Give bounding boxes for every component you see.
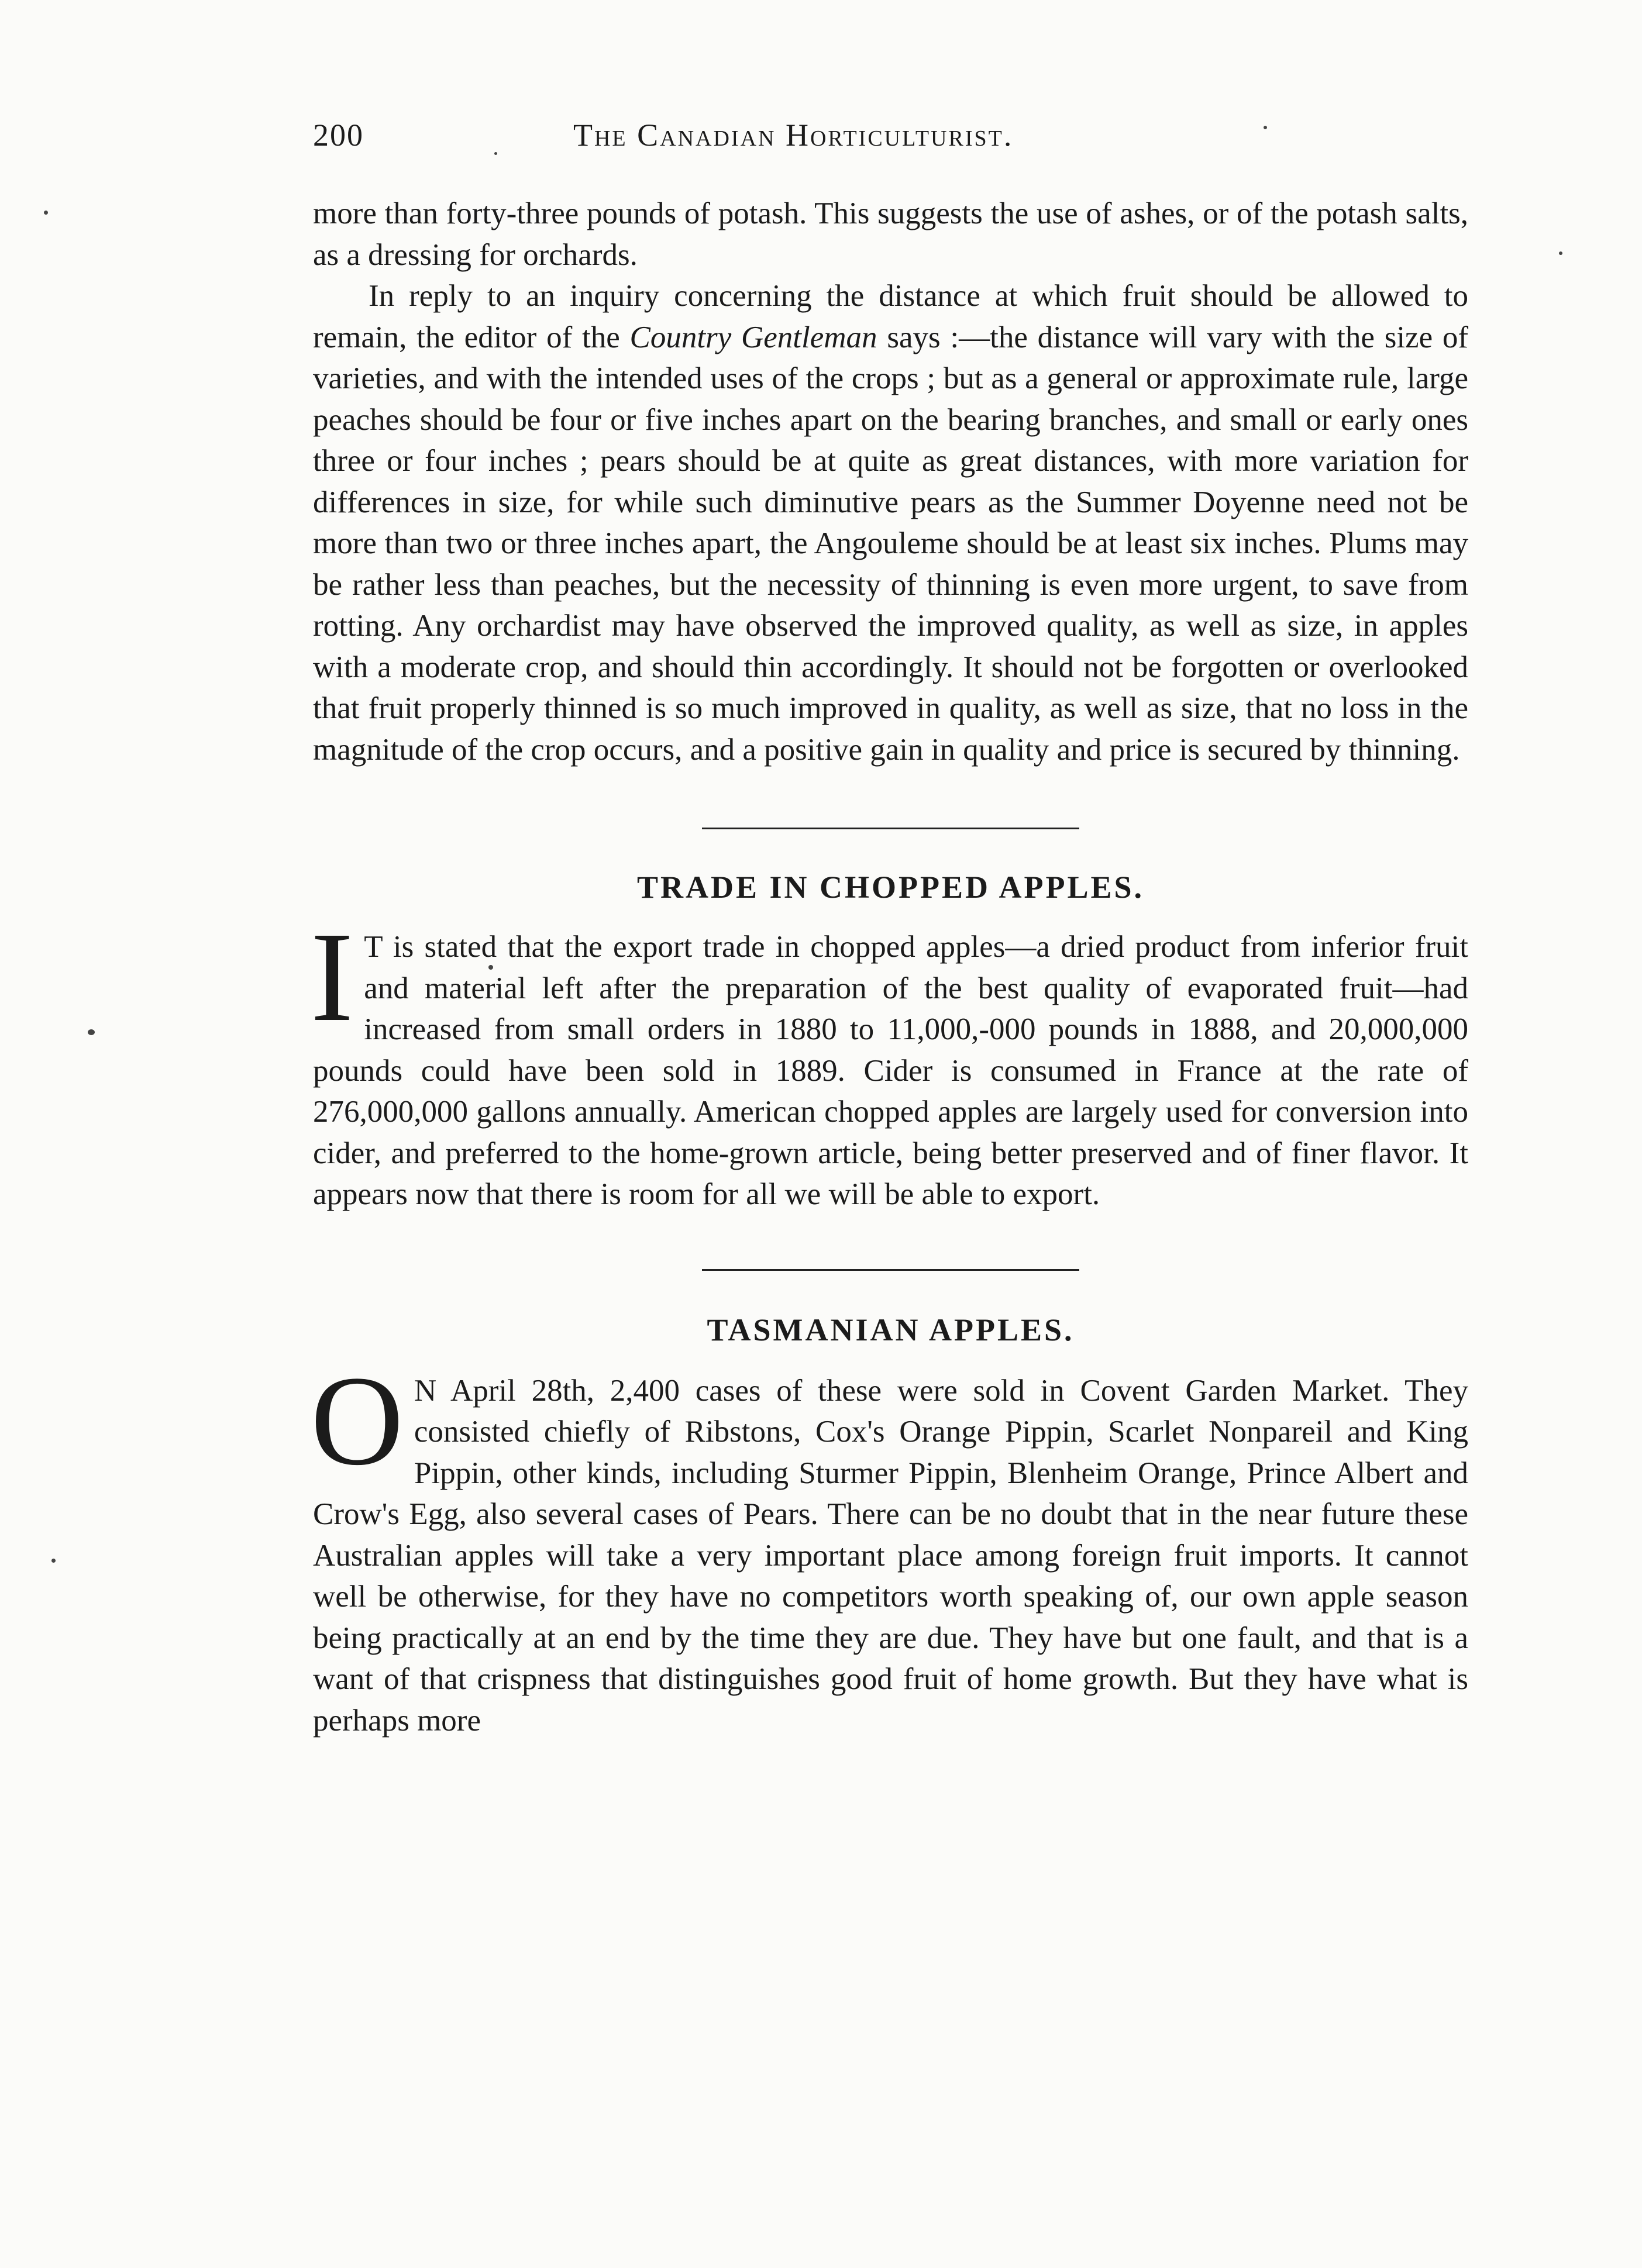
print-speck xyxy=(1559,251,1562,255)
print-speck xyxy=(88,1029,95,1035)
section-title-chopped-apples: TRADE IN CHOPPED APPLES. xyxy=(636,870,1145,905)
drop-cap-i: I xyxy=(311,905,354,1048)
thinning-text-part2: says :—the distance will vary with the size of varieties, and with the intended uses of the crops ; but as a general or approximate rule, large peaches should be four or five inches apart on the bearing branches, and small or early ones three or four inches ; pears should be at quite as great distances, with more variation for differences in size, for while such diminutive pears as the Summer Doyenne need not be more than two or three inches apart, the Angouleme should be at least six inches. Plums may be rather less than peaches, but the necessity of thinning is even more urgent, to save from rotting. Any orchardist may have observed the improved quality, as well as size, in apples with a moderate crop, and should thin accordingly. It should not be forgotten or overlooked that fruit properly thinned is so much improved in quality, as well as size, that no loss in the magnitude of the crop occurs, and a positive gain in quality and price is secured by thinning. xyxy=(313,320,1469,767)
running-title: The Canadian Horticulturist. xyxy=(573,118,1014,153)
page-header xyxy=(313,117,1483,164)
drop-cap-o: O xyxy=(311,1349,404,1492)
thinning-text-part1: In reply to an inquiry concerning the distance at which fruit should be allowed to remain, the editor of the xyxy=(313,279,1468,354)
continuation-paragraph: more than forty-three pounds of potash. This suggests the use of ashes, or of the potash salts, as a dressing for orchards. xyxy=(313,197,1468,272)
publication-name: Country Gentleman xyxy=(629,320,877,354)
print-speck xyxy=(51,1559,56,1563)
tasmanian-apples-paragraph xyxy=(311,1349,1468,1742)
thinning-paragraph xyxy=(313,275,1468,770)
section-title-tasmanian-apples: TASMANIAN APPLES. xyxy=(707,1312,1075,1347)
chopped-apples-text: T is stated that the export trade in chopped apples—a dried product from inferior fruit and material left after the preparation of the best quality of evaporated fruit—had increased from small orders in 1880 to 11,000,-000 pounds in 1888, and 20,000,000 pounds could have been sold in 1889. Cider is consumed in France at the rate of 276,000,000 gallons annually. American chopped apples are largely used for conversion into cider, and preferred to the home-grown article, being better preserved and of finer flavor. It appears now that there is room for all we will be able to export. xyxy=(313,930,1468,1211)
page-number: 200 xyxy=(313,118,364,153)
page-body xyxy=(313,193,1468,1741)
tasmanian-apples-text: N April 28th, 2,400 cases of these were sold in Covent Garden Market. They consisted chiefly of Ribstons, Cox's Orange Pippin, Scarlet Nonpareil and King Pippin, other kinds, including Sturmer Pippin, Blenheim Orange, Prince Albert and Crow's Egg, also several cases of Pears. There can be no doubt that in the near future these Australian apples will take a very important place among foreign fruit imports. It cannot well be otherwise, for they have no competitors worth speaking of, our own apple season being practically at an end by the time they are due. They have but one fault, and that is a want of that crispness that distinguishes good fruit of home growth. But they have what is perhaps more xyxy=(313,1373,1468,1738)
chopped-apples-paragraph xyxy=(311,905,1468,1215)
print-speck xyxy=(44,211,48,215)
